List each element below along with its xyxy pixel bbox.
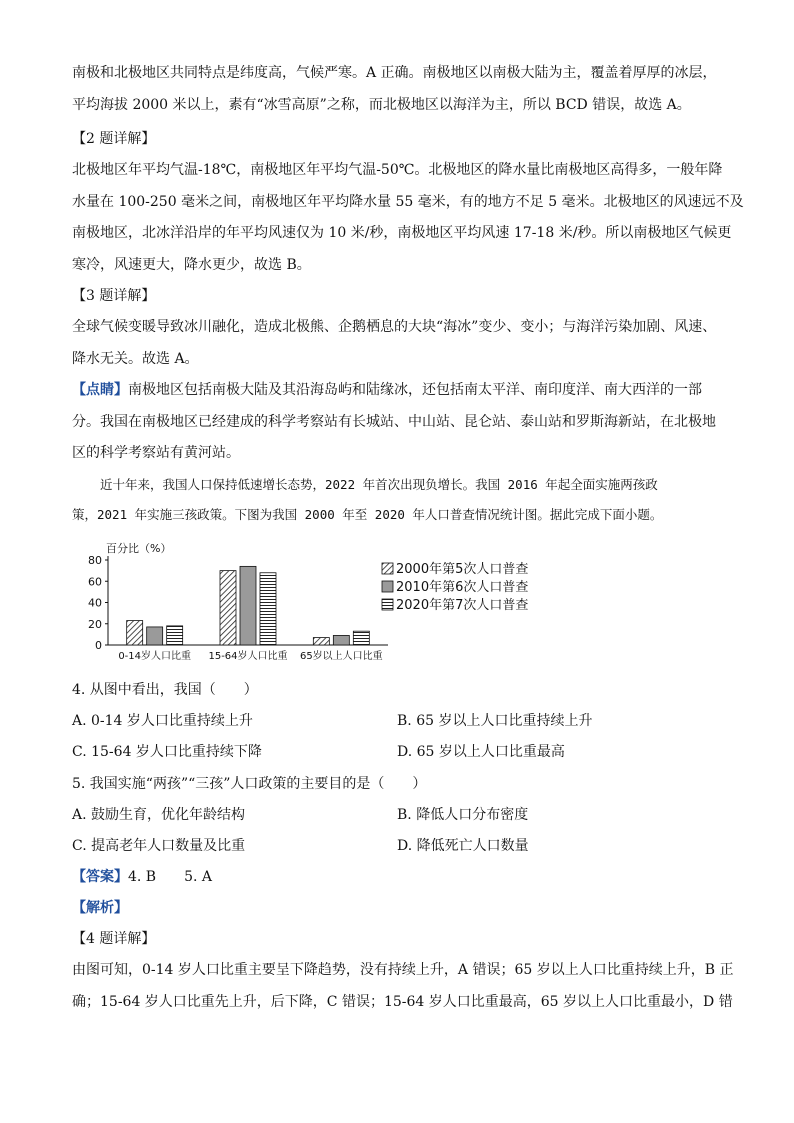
text-line: 近十年来，我国人口保持低速增长态势，2022 年首次出现负增长。我国 2016 年起全面实施两孩政: [100, 477, 658, 492]
y-tick-label: 40: [88, 596, 102, 610]
legend-swatch: [382, 599, 393, 610]
dianjing-paragraph: [72, 375, 724, 470]
legend-entry: 2020年第7次人口普查: [396, 598, 529, 613]
answer-line: [72, 867, 212, 887]
legend-swatch: [382, 581, 393, 592]
text-line: 南极地区，北冰洋沿岸的年平均风速仅为 10 米/秒，南极地区平均风速 17-18 米/秒。所以南极地区气候更: [72, 225, 732, 241]
q3-heading: 【3 题详解】: [72, 288, 156, 304]
q5-stem: 5. 我国实施“两孩”“三孩”人口政策的主要目的是（ ）: [72, 776, 427, 792]
y-tick-label: 20: [88, 617, 102, 631]
dianjing-label: 【点睛】: [72, 382, 128, 398]
x-category-label: 65岁以上人口比重: [299, 651, 383, 662]
x-category-label: 0-14岁人口比重: [118, 651, 192, 662]
text-line: 水量在 100-250 毫米之间，南极地区年平均降水量 55 毫米，有的地方不足 5 毫米。北极地区的风速远不及: [72, 193, 744, 210]
bar: [313, 638, 329, 645]
q4-detail-heading: 【4 题详解】: [72, 931, 156, 947]
section1-paragraph: [72, 58, 724, 121]
legend-entry: 2010年第6次人口普查: [396, 580, 529, 595]
legend-swatch: [382, 563, 393, 574]
text-line: [72, 375, 724, 407]
bar: [353, 631, 369, 645]
dianjing-text: 南极地区包括南极大陆及其沿海岛屿和陆缘冰，还包括南太平洋、南印度洋、南大西洋的一部: [128, 382, 702, 398]
bar: [167, 626, 183, 645]
text-line: 由图可知，0-14 岁人口比重主要呈下降趋势，没有持续上升，A 错误；65 岁以上人口比重持续上升，B 正: [72, 962, 734, 978]
y-axis-label: 百分比（%）: [106, 542, 172, 555]
q5-option-c: C. 提高老年人口数量及比重: [72, 838, 246, 854]
q4-stem: 4. 从图中看出，我国（ ）: [72, 682, 258, 698]
q4-option-b: B. 65 岁以上人口比重持续上升: [397, 713, 593, 729]
q4-detail-paragraph: [72, 955, 734, 1018]
text-line: 寒冷，风速更大，降水更少，故选 B。: [72, 256, 311, 273]
answer-label: 【答案】: [72, 869, 128, 885]
bar: [220, 571, 236, 645]
text-line: 策，2021 年实施三孩政策。下图为我国 2000 年至 2020 年人口普查情况统计图。据此完成下面小题。: [72, 507, 663, 522]
text-line: 降水无关。故选 A。: [72, 350, 199, 367]
text-line: 分。我国在南极地区已经建成的科学考察站有长城站、中山站、昆仑站、泰山站和罗斯海新站，在北极地: [72, 413, 716, 430]
y-tick-label: 60: [88, 575, 102, 589]
q2-paragraph: [72, 155, 744, 281]
q4-option-d: D. 65 岁以上人口比重最高: [397, 744, 565, 760]
passage-intro: [72, 470, 732, 530]
population-census-chart: [80, 538, 550, 666]
x-category-label: 15-64岁人口比重: [208, 651, 288, 662]
bar: [240, 566, 256, 645]
answer-text: 4. B 5. A: [128, 869, 213, 885]
q3-paragraph: [72, 312, 724, 375]
y-tick-label: 80: [88, 554, 102, 567]
q5-option-d: D. 降低死亡人口数量: [397, 838, 529, 854]
y-tick-label: 0: [95, 639, 102, 652]
text-line: 确；15-64 岁人口比重先上升，后下降，C 错误；15-64 岁人口比重最高，65 岁以上人口比重最小，D 错: [72, 993, 733, 1010]
analysis-label: 【解析】: [72, 900, 128, 916]
text-line: 区的科学考察站有黄河站。: [72, 445, 240, 461]
bar: [260, 573, 276, 645]
bar: [147, 627, 163, 645]
q4-option-a: A. 0-14 岁人口比重持续上升: [72, 713, 253, 729]
bar: [333, 635, 349, 645]
q4-option-c: C. 15-64 岁人口比重持续下降: [72, 744, 262, 760]
text-line: 平均海拔 2000 米以上，素有“冰雪高原”之称，而北极地区以海洋为主，所以 BCD 错误，故选 A。: [72, 96, 691, 113]
bar-chart-svg: [80, 538, 550, 666]
text-line: 北极地区年平均气温-18℃，南极地区年平均气温-50℃。北极地区的降水量比南极地区高得多，一般年降: [72, 162, 723, 178]
legend-entry: 2000年第5次人口普查: [396, 562, 529, 577]
q2-heading: 【2 题详解】: [72, 131, 156, 147]
text-line: 南极和北极地区共同特点是纬度高，气候严寒。A 正确。南极地区以南极大陆为主，覆盖着厚厚的冰层，: [72, 65, 717, 81]
text-line: 全球气候变暖导致冰川融化，造成北极熊、企鹅栖息的大块“海冰”变少、变小；与海洋污染加剧、风速、: [72, 319, 717, 335]
q5-option-a: A. 鼓励生育，优化年龄结构: [72, 807, 246, 823]
q5-option-b: B. 降低人口分布密度: [397, 807, 529, 823]
bar: [127, 621, 143, 645]
